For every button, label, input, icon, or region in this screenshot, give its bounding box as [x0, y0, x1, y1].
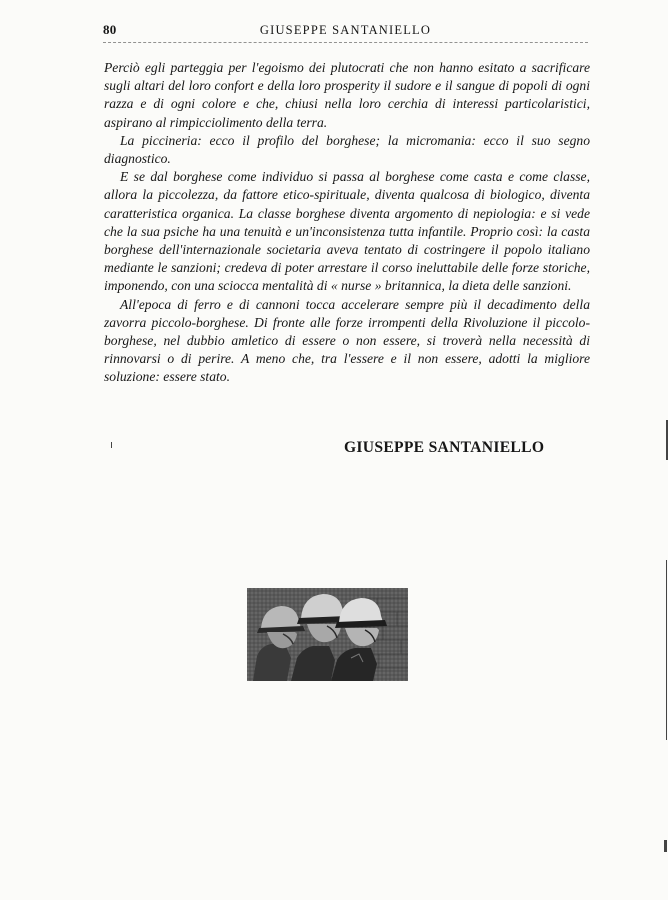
paragraph: La piccineria: ecco il profilo del borghese; la micromania: ecco il suo segno diagnostico.	[104, 132, 590, 167]
running-head	[103, 22, 588, 44]
paragraph: E se dal borghese come individuo si passa al borghese come casta e come classe, allora la piccolezza, da fattore etico-spirituale, diventa qualcosa di biologico, diventa caratteristica organica. La classe borghese diventa argomento di nepiologia: e si vede che la sua psiche ha una tenuità e un'inconsistenza tutta infantile. Proprio così: la casta borghese dell'internazionale societaria aveva tentato di costringere il popolo italiano mediante le sanzioni; credeva di poter arrestare il corso ineluttabile delle forze storiche, imponendo, con una sciocca mentalità di « nurse » britannica, la dieta delle sanzioni.	[104, 169, 590, 294]
author-signature: GIUSEPPE SANTANIELLO	[344, 439, 545, 456]
helmeted-soldiers-relief-icon	[247, 588, 408, 681]
header-rule	[103, 42, 588, 43]
body-text	[104, 59, 590, 387]
margin-mark	[666, 560, 667, 740]
margin-mark	[664, 840, 667, 852]
margin-mark	[111, 442, 112, 448]
soldiers-relief-illustration	[247, 588, 408, 681]
page-number: 80	[103, 22, 117, 37]
paragraph: Perciò egli parteggia per l'egoismo dei plutocrati che non hanno esitato a sacrificare sugli altari del loro confort e della loro prosperity il sudore e il sangue di popoli di ogni razza e di ogni colore e che, chiusi nella loro cerchia di interessi particolaristici, aspirano al rimpicciolimento della terra.	[104, 60, 590, 130]
running-title: GIUSEPPE SANTANIELLO	[259, 23, 432, 37]
paragraph: All'epoca di ferro e di cannoni tocca accelerare sempre più il decadimento della zavorra piccolo-borghese. Di fronte alle forze irrompenti della Rivoluzione il piccolo-borghese, nel dubbio amletico di essere o non essere, si troverà nella necessità di rinnovarsi o di perire. A meno che, tra l'essere e il non essere, adotti la migliore soluzione: essere stato.	[104, 296, 590, 385]
